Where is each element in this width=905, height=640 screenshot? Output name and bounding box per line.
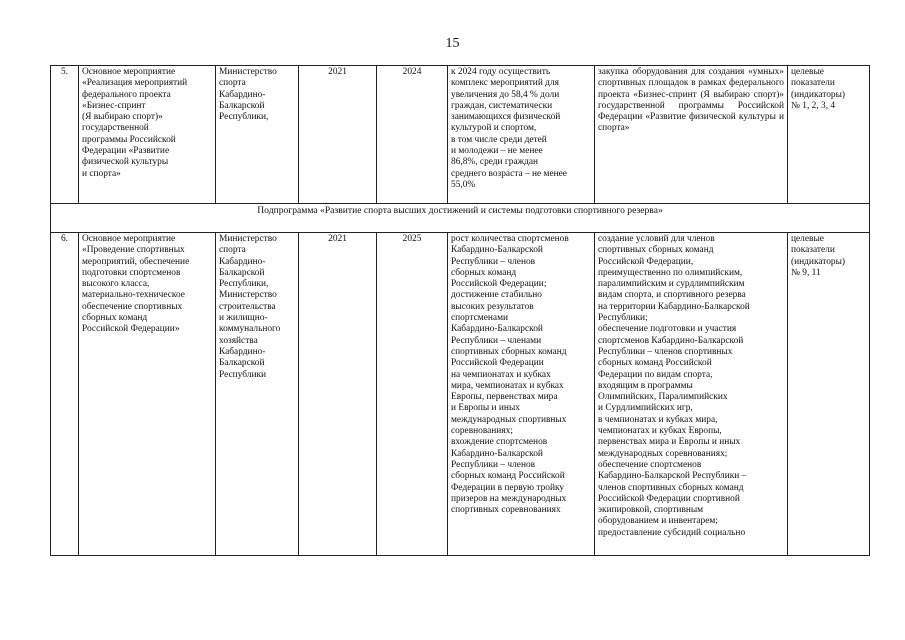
measure-content: создание условий для членов спортивных сборных команд Российской Федерации, преимущественно по олимпийским, паралимпийским и сурдлимпийским видам спорта, и спортивного резерва на территории Кабардино-Балкарской Республики; обеспечение подготовки и участия спортсменов Кабардино-Балкарской Республики – членов спортивных сборных команд Российской Федерации по видам спорта, входящим в программы Олимпийских, Паралимпийских и Сурдлимпийских игр, в чемпионатах и кубках мира, чемпионатах и кубках Европы, первенствах мира и Европы и иных международных соревнованиях; обеспечение спортсменов Кабардино-Балкарской Республики – членов спортивных сборных команд Российской Федерации спортивной экипировкой, спортивным оборудованием и инвентарем; предоставление субсидий социально bbox=[595, 233, 788, 556]
target-indicators: целевые показатели (индикаторы) № 1, 2, 3, 4 bbox=[788, 66, 870, 204]
row-number: 6. bbox=[51, 233, 79, 556]
row-number: 5. bbox=[51, 66, 79, 204]
end-year: 2024 bbox=[377, 66, 448, 204]
expected-result: к 2024 году осуществить комплекс мероприятий для увеличения до 58,4 % доли граждан, систематически занимающихся физической культурой и спортом, в том числе среди детей и молодежи – не менее 86,8%, среди граждан среднего возраста – не менее 55,0% bbox=[448, 66, 595, 204]
subprogram-row bbox=[51, 204, 870, 233]
subprogram-title: Подпрограмма «Развитие спорта высших достижений и системы подготовки спортивного резерва» bbox=[51, 204, 870, 233]
program-table bbox=[50, 65, 870, 556]
target-indicators: целевые показатели (индикаторы) № 9, 11 bbox=[788, 233, 870, 556]
expected-result: рост количества спортсменов Кабардино-Балкарской Республики – членов сборных команд Российской Федерации; достижение стабильно высоких результатов спортсменами Кабардино-Балкарской Республики – членами спортивных сборных команд Российской Федерации на чемпионатах и кубках мира, чемпионатах и кубках Европы, первенствах мира и Европы и иных международных спортивных соревнованиях; вхождение спортсменов Кабардино-Балкарской Республики – членов сборных команд Российской Федерации в первую тройку призеров на международных спортивных соревнованиях bbox=[448, 233, 595, 556]
measure-name: Основное мероприятие «Проведение спортивных мероприятий, обеспечение подготовки спортсменов высокого класса, материально-техническое обеспечение спортивных сборных команд Российской Федерации» bbox=[79, 233, 216, 556]
executor: Министерство спорта Кабардино- Балкарской Республики, bbox=[216, 66, 299, 204]
end-year: 2025 bbox=[377, 233, 448, 556]
page-number: 15 bbox=[445, 36, 460, 51]
table-row bbox=[51, 66, 870, 204]
measure-content: закупка оборудования для создания «умных» спортивных площадок в рамках федерального проекта «Бизнес-спринт (Я выбираю спорт)» государственной программы Российской Федерации «Развитие физической культуры и спорта» bbox=[595, 66, 788, 204]
start-year: 2021 bbox=[299, 233, 377, 556]
measure-name: Основное мероприятие «Реализация мероприятий федерального проекта «Бизнес-спринт (Я выбираю спорт)» государственной программы Российской Федерации «Развитие физической культуры и спорта» bbox=[79, 66, 216, 204]
start-year: 2021 bbox=[299, 66, 377, 204]
table-row bbox=[51, 233, 870, 556]
executor: Министерство спорта Кабардино- Балкарской Республики, Министерство строительства и жилищно- коммунального хозяйства Кабардино- Балкарской Республики bbox=[216, 233, 299, 556]
